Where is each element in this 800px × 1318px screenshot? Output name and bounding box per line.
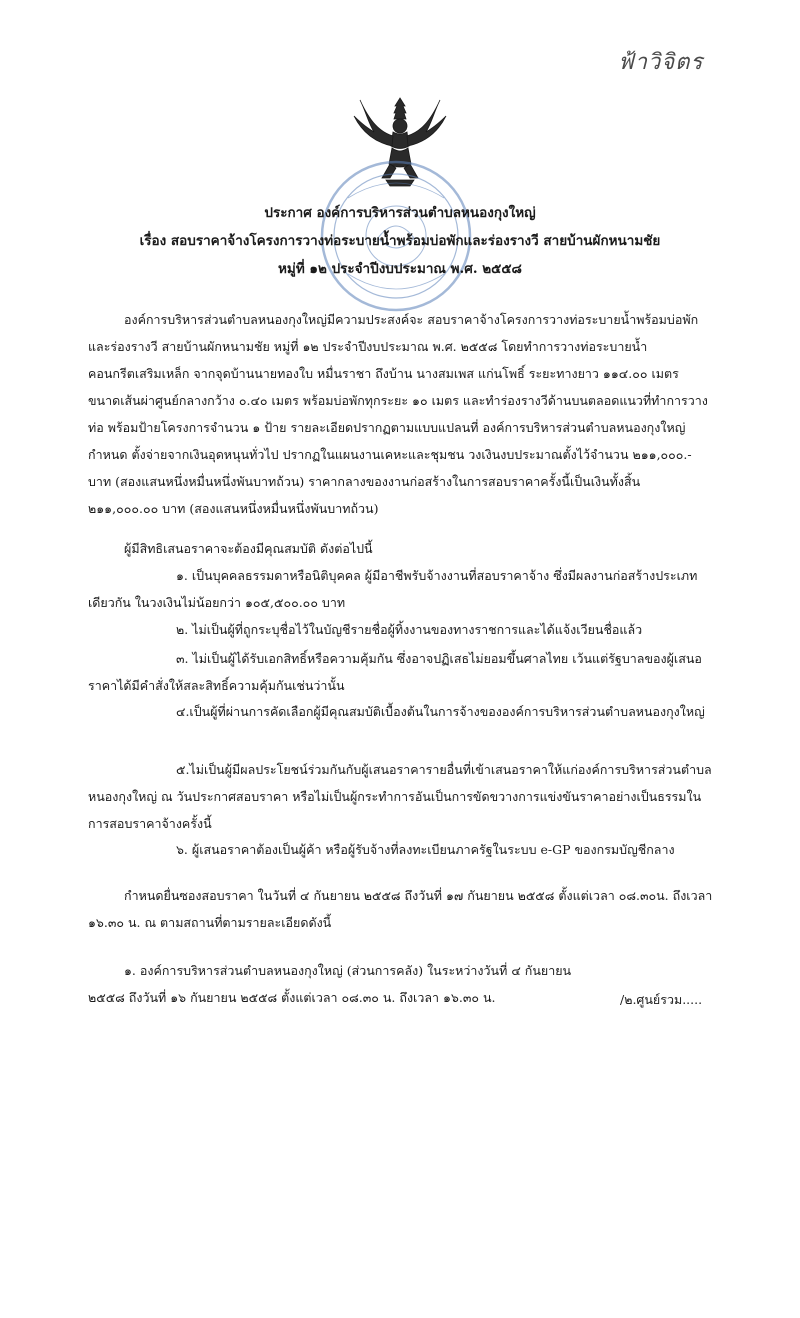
intro-paragraph: องค์การบริหารส่วนตำบลหนองกุงใหญ่มีความประสงค์จะ สอบราคาจ้างโครงการวางท่อระบายน้ำพร้อมบ่อพักและร่องรางวี สายบ้านผักหนามชัย หมู่ที่ ๑๒ ประจำปีงบประมาณ พ.ศ. ๒๕๕๘ โดยทำการวางท่อระบายน้ำคอนกรีตเสริมเหล็ก จากจุดบ้านนายทองใบ หมื่นราชา ถึงบ้าน นางสมเพส แก่นโพธิ์ ระยะทางยาว ๑๑๔.๐๐ เมตร ขนาดเส้นผ่าศูนย์กลางกว้าง ๐.๔๐ เมตร พร้อมบ่อพักทุกระยะ ๑๐ เมตร และทำร่องรางวีด้านบนตลอดแนวที่ทำการวางท่อ พร้อมป้ายโครงการจำนวน ๑ ป้าย รายละเอียดปรากฏตามแบบแปลนที่ องค์การบริหารส่วนตำบลหนองกุงใหญ่กำหนด ตั้งจ่ายจากเงินอุดหนุนทั่วไป ปรากฏในแผนงานเคหะและชุมชน วงเงินงบประมาณตั้งไว้จำนวน ๒๑๑,๐๐๐.-บาท (สองแสนหนึ่งหมื่นหนึ่งพันบาทถ้วน) ราคากลางของงานก่อสร้างในการสอบราคาครั้งนี้เป็นเงินทั้งสิ้น ๒๑๑,๐๐๐.๐๐ บาท (สองแสนหนึ่งหมื่นหนึ่งพันบาทถ้วน) [88, 312, 708, 516]
qualification-1: ๑. เป็นบุคคลธรรมดาหรือนิติบุคคล ผู้มีอาชีพรับจ้างงานที่สอบราคาจ้าง ซึ่งมีผลงานก่อสร้างประเภทเดียวกัน ในวงเงินไม่น้อยกว่า ๑๐๕,๕๐๐.๐๐ บาท [88, 568, 698, 610]
qualification-6: ๖. ผู้เสนอราคาต้องเป็นผู้ค้า หรือผู้รับจ้างที่ลงทะเบียนภาครัฐในระบบ e-GP ของกรมบัญชีกลาง [176, 842, 675, 857]
announcement-fiscal-year: หมู่ที่ ๑๒ ประจำปีงบประมาณ พ.ศ. ๒๕๕๘ [278, 261, 522, 277]
announcement-title: ประกาศ องค์การบริหารส่วนตำบลหนองกุงใหญ่ [264, 205, 536, 221]
submission-location-1: ๑. องค์การบริหารส่วนตำบลหนองกุงใหญ่ (ส่วนการคลัง) ในระหว่างวันที่ ๔ กันยายน ๒๕๕๘ ถึงวันที่ ๑๖ กันยายน ๒๕๕๘ ตั้งแต่เวลา ๐๘.๓๐ น. ถึงเวลา ๑๖.๓๐ น. [88, 963, 572, 1005]
handwritten-note: ฟ้าวิจิตร [618, 50, 704, 75]
announcement-subject: เรื่อง สอบราคาจ้างโครงการวางท่อระบายน้ำพร้อมบ่อพักและร่องรางวี สายบ้านผักหนามชัย [139, 233, 661, 249]
qualifications-intro: ผู้มีสิทธิเสนอราคาจะต้องมีคุณสมบัติ ดังต่อไปนี้ [124, 541, 373, 556]
qualification-5: ๕.ไม่เป็นผู้มีผลประโยชน์ร่วมกันกับผู้เสนอราคารายอื่นที่เข้าเสนอราคาให้แก่องค์การบริหารส่วนตำบลหนองกุงใหญ่ ณ วันประกาศสอบราคา หรือไม่เป็นผู้กระทำการอันเป็นการขัดขวางการแข่งขันราคาอย่างเป็นธรรมในการสอบราคาจ้างครั้งนี้ [88, 762, 712, 831]
submission-schedule: กำหนดยื่นซองสอบราคา ในวันที่ ๔ กันยายน ๒๕๕๘ ถึงวันที่ ๑๗ กันยายน ๒๕๕๘ ตั้งแต่เวลา ๐๘.๓๐น. ถึงเวลา ๑๖.๓๐ น. ณ ตามสถานที่ตามรายละเอียดดังนี้ [88, 888, 713, 930]
qualification-2: ๒. ไม่เป็นผู้ที่ถูกระบุชื่อไว้ในบัญชีรายชื่อผู้ทิ้งงานของทางราชการและได้แจ้งเวียนชื่อแล้ว [176, 622, 643, 637]
qualification-4: ๔.เป็นผู้ที่ผ่านการคัดเลือกผู้มีคุณสมบัติเบื้องต้นในการจ้างขององค์การบริหารส่วนตำบลหนองกุงใหญ่ [176, 704, 705, 719]
page-continuation: /๒.ศูนย์รวม..... [620, 992, 703, 1007]
qualification-3: ๓. ไม่เป็นผู้ได้รับเอกสิทธิ์หรือความคุ้มกัน ซึ่งอาจปฏิเสธไม่ยอมขึ้นศาลไทย เว้นแต่รัฐบาลของผู้เสนอราคาได้มีคำสั่งให้สละสิทธิ์ความคุ้มกันเช่นว่านั้น [88, 651, 702, 693]
